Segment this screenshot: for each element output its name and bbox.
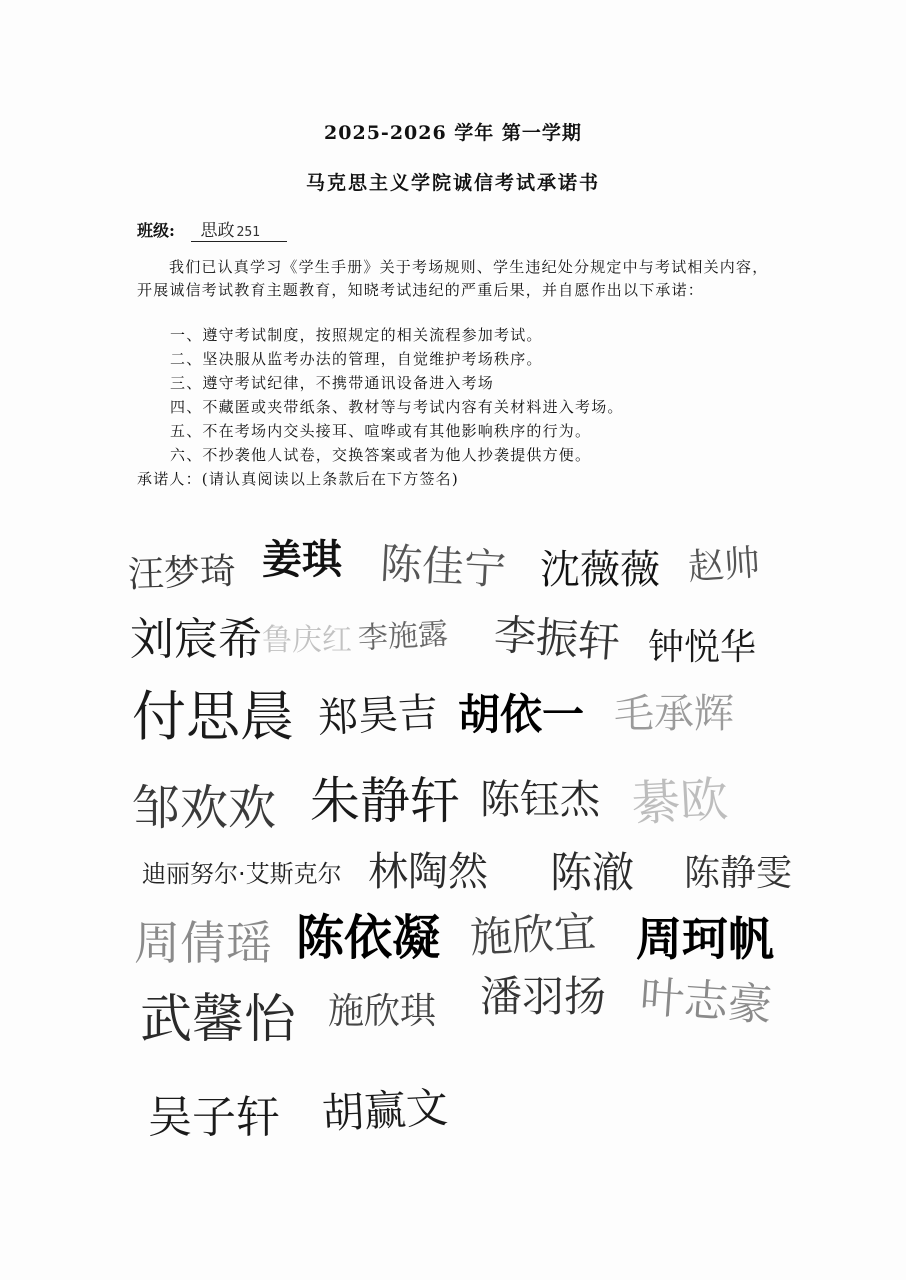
signature: 钟悦华: [648, 627, 757, 668]
signature: 施欣琪: [328, 991, 437, 1032]
signature: 毛承辉: [614, 691, 734, 737]
pledge-item-1: 一、遵守考试制度，按照规定的相关流程参加考试。: [170, 326, 543, 344]
signature: 陈依凝: [296, 910, 441, 966]
signature: 陈静雯: [684, 853, 793, 894]
signature: 周珂帆: [636, 912, 774, 966]
signature: 刘宸希: [130, 614, 262, 665]
signer-label: 承诺人：(请认真阅读以上条款后在下方签名): [137, 470, 459, 488]
signature: 郑昊吉: [316, 689, 440, 743]
signature: 汪梦琦: [127, 551, 237, 596]
signature: 迪丽努尔·艾斯克尔: [142, 860, 342, 888]
class-value-number: 251: [236, 225, 260, 240]
document-semester-title: 2025-2026 学年 第一学期: [324, 122, 582, 144]
signature: 李施露: [357, 616, 449, 657]
signature: 陈钰杰: [480, 777, 600, 823]
document-main-title: 马克思主义学院诚信考试承诺书: [305, 172, 600, 194]
pledge-item-5: 五、不在考场内交头接耳、喧哗或有其他影响秩序的行为。: [170, 422, 592, 440]
signature: 胡依一: [458, 690, 585, 739]
signature: 陈澈: [550, 848, 635, 897]
signature: 李振轩: [492, 609, 622, 668]
pledge-item-3: 三、遵守考试纪律，不携带通讯设备进入考场: [170, 374, 495, 392]
signature: 沈薇薇: [540, 547, 660, 593]
class-field: [137, 216, 287, 242]
signature: 周倩瑶: [134, 916, 272, 970]
signature: 胡赢文: [320, 1082, 450, 1139]
class-label: 班级:: [137, 221, 175, 240]
signature: 赵帅: [686, 542, 762, 589]
signature: 叶志豪: [638, 971, 774, 1032]
class-value-underline: [191, 216, 287, 242]
signature: 鲁庆红: [262, 623, 352, 658]
signature: 付思晨: [132, 685, 294, 748]
signature: 武馨怡: [140, 990, 297, 1050]
signature: 施欣宜: [468, 906, 598, 963]
signature: 吴子轩: [148, 1092, 280, 1143]
signature: 林陶然: [368, 849, 488, 895]
signature: 朱静轩: [310, 772, 460, 830]
class-value-handwritten: 思政: [200, 221, 235, 241]
intro-paragraph: 我们已认真学习《学生手册》关于考场规则、学生违纪处分规定中与考试相关内容，开展诚信考试教育主题教育，知晓考试违纪的严重后果，并自愿作出以下承诺：: [137, 258, 769, 299]
signature: 姜琪: [262, 537, 342, 583]
signature: 陈佳宁: [378, 538, 508, 595]
signature: 綦欧: [630, 771, 730, 833]
pledge-item-6: 六、不抄袭他人试卷，交换答案或者为他人抄袭提供方便。: [170, 446, 592, 464]
signature: 潘羽扬: [480, 972, 607, 1021]
pledge-item-2: 二、坚决服从监考办法的管理，自觉维护考场秩序。: [170, 350, 543, 368]
signature: 邹欢欢: [132, 780, 277, 836]
pledge-item-4: 四、不藏匿或夹带纸条、教材等与考试内容有关材料进入考场。: [170, 398, 624, 416]
